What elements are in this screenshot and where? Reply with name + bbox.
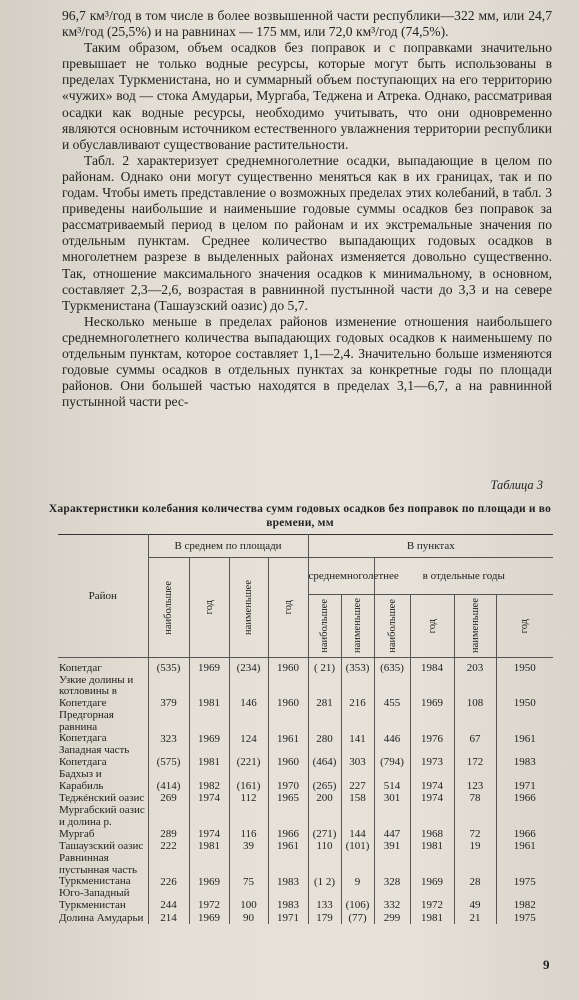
page-number: 9 <box>543 957 550 972</box>
value-cell: 112 <box>229 792 268 805</box>
value-cell: 172 <box>454 745 496 769</box>
value-cell: 446 <box>374 710 410 745</box>
value-cell: 226 <box>148 853 189 888</box>
value-cell: 455 <box>374 675 410 710</box>
region-cell: Теджéнский оазис <box>58 792 148 805</box>
value-cell: 203 <box>454 658 496 675</box>
value-cell: 179 <box>308 912 341 925</box>
region-cell: Бадхыз и Карабиль <box>58 769 148 793</box>
value-cell: 1966 <box>268 805 308 840</box>
header-yr-max: наибольшее <box>374 595 410 658</box>
value-cell: 100 <box>229 888 268 912</box>
value-cell: 1971 <box>513 779 536 792</box>
value-cell: 1969 <box>189 710 229 745</box>
value-cell: 67 <box>454 710 496 745</box>
table-row <box>58 710 553 745</box>
value-cell: 1966 <box>513 827 536 840</box>
value-cell: (464) <box>308 745 341 769</box>
header-area-max: наибольшее <box>148 558 189 658</box>
value-cell: 78 <box>454 792 496 805</box>
region-cell: Мургабский оазис и долина р. Мургаб <box>58 805 148 840</box>
value-cell: 1974 <box>189 792 229 805</box>
value-cell: (1 2) <box>308 853 341 888</box>
region-cell: Узкие долины и котловины в Копетдаге <box>58 675 148 710</box>
value-cell: 227 <box>341 769 374 793</box>
region-cell: Западная часть Копетдага <box>58 745 148 769</box>
paragraph: Несколько меньше в пределах районов изменение отношения наибольшего среднемноголетнего количества выпадающих годовых осадков к наименьшему по отдельным пунктам, которое составляет 1,1—2,4. Значительно больше изменяются годовые суммы осадков в отдельных пунктах за конкретные годы по площади районов. Они большей частью находятся в пределах 3,1—6,7, а на равнинной пустынной части рес- <box>62 313 552 410</box>
value-cell: 332 <box>374 888 410 912</box>
value-cell: 19 <box>454 840 496 853</box>
region-cell: Копетдаг <box>58 658 148 675</box>
precipitation-table <box>58 534 553 924</box>
value-cell: 133 <box>308 888 341 912</box>
value-cell: (635) <box>374 658 410 675</box>
value-cell: 108 <box>454 675 496 710</box>
value-cell: 90 <box>229 912 268 925</box>
value-cell: 1960 <box>268 675 308 710</box>
value-cell: 1974 <box>410 769 454 793</box>
value-cell: 1976 <box>410 710 454 745</box>
value-cell: 158 <box>341 792 374 805</box>
value-cell: 1961 <box>268 840 308 853</box>
value-cell: 289 <box>148 805 189 840</box>
value-cell: 39 <box>229 840 268 853</box>
value-cell: 1960 <box>268 658 308 675</box>
value-cell: 123 <box>454 769 496 793</box>
value-cell: 1973 <box>410 745 454 769</box>
value-cell: 216 <box>341 675 374 710</box>
value-cell: 299 <box>374 912 410 925</box>
table-label: Таблица 3 <box>490 478 543 492</box>
value-cell: (265) <box>308 769 341 793</box>
value-cell: 1961 <box>513 840 536 853</box>
value-cell: 1981 <box>189 840 229 853</box>
value-cell: 1975 <box>513 875 536 888</box>
body-text <box>62 8 552 410</box>
value-cell: (794) <box>374 745 410 769</box>
header-yr-min: наименьшее <box>454 595 496 658</box>
header-yr-max-year: год <box>410 595 454 658</box>
header-points: В пунктах <box>308 535 553 558</box>
header-lt-min: наименьшее <box>341 595 374 658</box>
value-cell: 49 <box>454 888 496 912</box>
value-cell: 9 <box>341 853 374 888</box>
value-cell: 1982 <box>513 899 536 912</box>
value-cell: (77) <box>341 912 374 925</box>
header-area-avg: В среднем по площади <box>148 535 308 558</box>
table-row <box>58 769 553 793</box>
region-cell: Долина Амударьи <box>58 912 148 925</box>
region-cell: Предгорная равнина Копетдага <box>58 710 148 745</box>
value-cell: 144 <box>341 805 374 840</box>
value-cell: (271) <box>308 805 341 840</box>
table-row <box>58 912 553 925</box>
table-row <box>58 888 553 912</box>
value-cell: 1982 <box>189 769 229 793</box>
value-cell: 124 <box>229 710 268 745</box>
value-cell: 110 <box>308 840 341 853</box>
value-cell: 514 <box>374 769 410 793</box>
value-cell: 222 <box>148 840 189 853</box>
value-cell: 1983 <box>513 756 536 769</box>
value-cell: 1972 <box>189 888 229 912</box>
value-cell: 1981 <box>189 745 229 769</box>
table-row <box>58 658 553 675</box>
paragraph: Таким образом, объем осадков без поправок и с поправками значительно превышает не только водные ресурсы, которые могут быть использованы в пределах Туркменистана, но и суммарный объем поступающих на его территорию «чужих» вод — стока Амударьи, Мургаба, Теджена и Атрека. Однако, рассматривая осадки как водные ресурсы, необходимо учитывать, что они одновременно являются основным источником естественного увлажнения территории республики и обуславливают существование растительности. <box>62 40 552 152</box>
value-cell: 214 <box>148 912 189 925</box>
value-cell: 141 <box>341 710 374 745</box>
value-cell: ( 21) <box>308 658 341 675</box>
value-cell: 1961 <box>513 732 536 745</box>
table-row <box>58 853 553 888</box>
value-cell: (106) <box>341 888 374 912</box>
value-cell: 1981 <box>410 912 454 925</box>
value-cell: (353) <box>341 658 374 675</box>
table-row <box>58 805 553 840</box>
value-cell: (221) <box>229 745 268 769</box>
value-cell: 1983 <box>268 888 308 912</box>
value-cell: 1969 <box>189 912 229 925</box>
table-row <box>58 745 553 769</box>
value-cell: 303 <box>341 745 374 769</box>
table-row <box>58 675 553 710</box>
value-cell: 1984 <box>410 658 454 675</box>
value-cell: 1974 <box>189 805 229 840</box>
value-cell: (535) <box>148 658 189 675</box>
value-cell: 447 <box>374 805 410 840</box>
header-area-min-year: год <box>268 558 308 658</box>
header-by-years: в отдельные годы <box>374 558 553 595</box>
value-cell: 379 <box>148 675 189 710</box>
value-cell: (161) <box>229 769 268 793</box>
value-cell: 1971 <box>268 912 308 925</box>
value-cell: 1970 <box>268 769 308 793</box>
value-cell: 280 <box>308 710 341 745</box>
value-cell: 1969 <box>189 853 229 888</box>
header-yr-min-year: год <box>496 595 553 658</box>
value-cell: 1961 <box>268 710 308 745</box>
value-cell: 116 <box>229 805 268 840</box>
value-cell: 1983 <box>268 853 308 888</box>
region-cell: Равнинная пустынная часть Туркменистана <box>58 853 148 888</box>
value-cell: 1981 <box>189 675 229 710</box>
header-lt-max: наибольшее <box>308 595 341 658</box>
value-cell: 200 <box>308 792 341 805</box>
value-cell: 1969 <box>410 675 454 710</box>
value-cell: 301 <box>374 792 410 805</box>
value-cell: 323 <box>148 710 189 745</box>
value-cell: 281 <box>308 675 341 710</box>
value-cell: 1960 <box>268 745 308 769</box>
value-cell: (234) <box>229 658 268 675</box>
value-cell: 1974 <box>410 792 454 805</box>
value-cell: 1969 <box>189 658 229 675</box>
value-cell: 1966 <box>513 792 536 805</box>
value-cell: 1969 <box>410 853 454 888</box>
table-caption: Характеристики колебания количества сумм годовых осадков без поправок по площади и во времени, мм <box>48 503 552 529</box>
value-cell: 146 <box>229 675 268 710</box>
value-cell: 72 <box>454 805 496 840</box>
value-cell: 1975 <box>513 911 536 924</box>
value-cell: 244 <box>148 888 189 912</box>
value-cell: 391 <box>374 840 410 853</box>
value-cell: 1950 <box>513 662 536 674</box>
paragraph: Табл. 2 характеризует среднемноголетние осадки, выпадающие в целом по районам. Однако они могут существенно меняться как в их границах, так и по годам. Чтобы иметь представление о возможных пределах этих колебаний, в табл. 3 приведены наибольшие и наименьшие годовые суммы осадков без поправок за рассматриваемый период в целом по районам и их экстремальные значения по отдельным пунктам. Среднее количество выпадающих годовых осадков в многолетнем разрезе в выделенных районах изменяется довольно существенно. Так, отношение максимального значения осадков к минимальному, в основном, составляет 2,3—2,6, возрастая в равнинной пустынной части до 3,3 и на севере Туркменистана (Ташаузский оазис) до 5,7. <box>62 152 552 313</box>
value-cell: 75 <box>229 853 268 888</box>
value-cell: 21 <box>454 912 496 925</box>
header-area-min: наименьшее <box>229 558 268 658</box>
header-region: Район <box>58 535 148 658</box>
value-cell: (575) <box>148 745 189 769</box>
value-cell: 28 <box>454 853 496 888</box>
value-cell: 1981 <box>410 840 454 853</box>
region-cell: Ташаузский оазис <box>58 840 148 853</box>
value-cell: 1972 <box>410 888 454 912</box>
value-cell: 269 <box>148 792 189 805</box>
region-cell: Юго-Западный Туркменистан <box>58 888 148 912</box>
value-cell: (101) <box>341 840 374 853</box>
value-cell: 1968 <box>410 805 454 840</box>
table-row <box>58 840 553 853</box>
value-cell: 328 <box>374 853 410 888</box>
value-cell: 1965 <box>268 792 308 805</box>
header-longterm: среднемноголетнее <box>308 558 374 595</box>
paragraph: 96,7 км³/год в том числе в более возвышенной части республики—322 мм, или 24,7 км³/год (25,5%) и на равнинах — 175 мм, или 72,0 км³/год (74,5%). <box>62 8 552 40</box>
value-cell: 1950 <box>513 697 536 710</box>
header-area-max-year: год <box>189 558 229 658</box>
value-cell: (414) <box>148 769 189 793</box>
